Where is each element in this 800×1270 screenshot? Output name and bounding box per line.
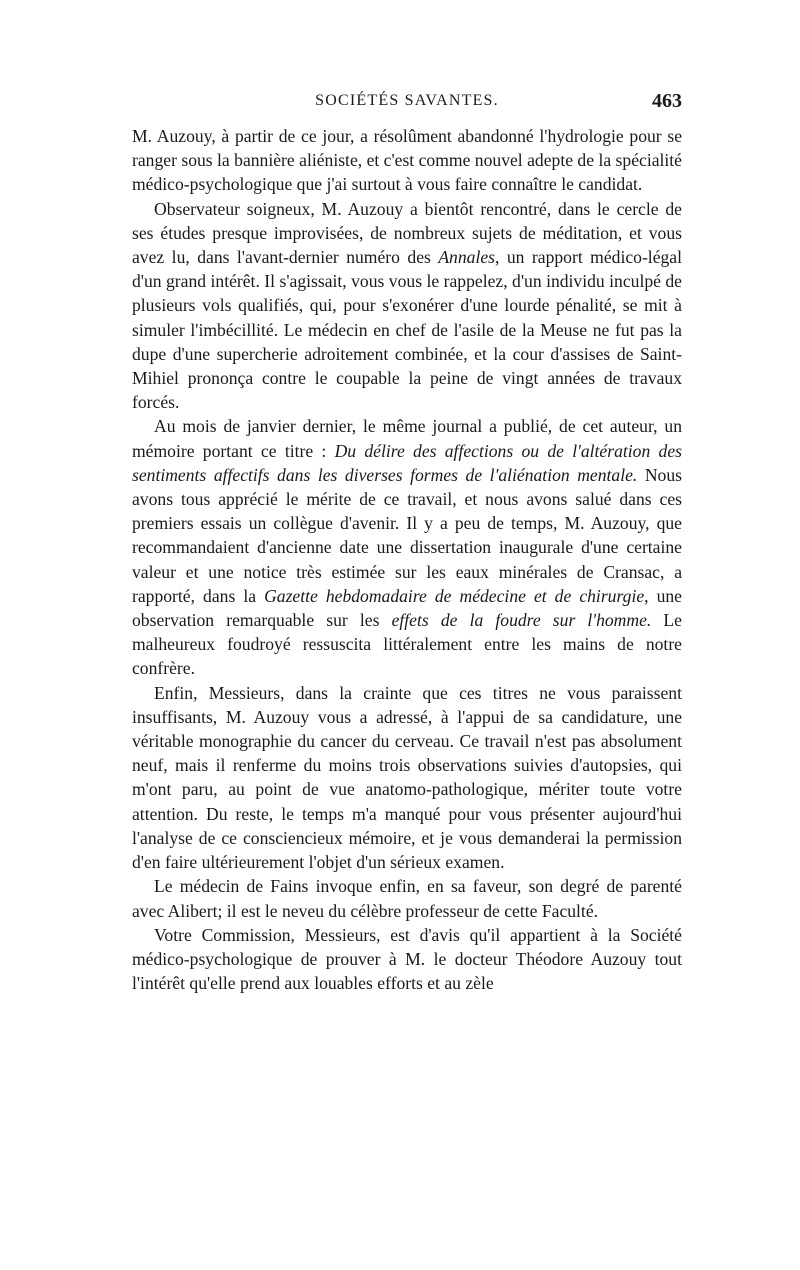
paragraph-4-text: Enfin, Messieurs, dans la crainte que ces titres ne vous paraissent insuffisants, M. Auzouy vous a adressé, à l'appui de sa candidature, une véritable monographie du cancer du cerveau. Ce travail n'est pas absolument neuf, mais il renferme du moins trois observations suivies d'autopsies, qui m'ont paru, au point de vue anatomo-pathologique, mériter toute votre attention. Du reste, le temps m'a manqué pour vous présenter aujourd'hui l'analyse de ce consciencieux mémoire, et je vous demanderai la permission d'en faire ultérieurement l'objet d'un sérieux examen. bbox=[132, 682, 682, 873]
page-header bbox=[132, 90, 682, 118]
paragraph-6-text: Votre Commission, Messieurs, est d'avis qu'il appartient à la Société médico-psychologique de prouver à M. le docteur Théodore Auzouy tout l'intérêt qu'elle prend aux louables efforts et au zèle bbox=[132, 924, 682, 994]
paragraph-2 bbox=[132, 197, 682, 415]
paragraph-2-continuation: , un rapport médico-légal d'un grand intérêt. Il s'agissait, vous vous le rappelez, d'un individu inculpé de plusieurs vols qualifiés, qui, pour s'exonérer d'une lourde pénalité, se mit à simuler l'imbécillité. Le médecin en chef de l'asile de la Meuse ne fut pas la dupe d'une supercherie adroitement combinée, et la cour d'assises de Saint-Mihiel prononça contre le coupable la peine de vingt années de travaux forcés. bbox=[132, 247, 682, 413]
annales-title: Annales bbox=[438, 247, 495, 268]
page-number: 463 bbox=[652, 90, 682, 112]
paragraph-4 bbox=[132, 681, 682, 875]
paragraph-6 bbox=[132, 923, 682, 996]
paragraph-2-text: Observateur soigneux, M. Auzouy a bientôt rencontré, dans le cercle de ses études presque improvisées, de nombreux sujets de méditation, et vous avez lu, dans l'avant-dernier numéro des bbox=[132, 198, 682, 268]
lightning-title: effets de la foudre sur l'homme. bbox=[391, 610, 652, 631]
paragraph-3-end: Le malheureux foudroyé ressuscita littéralement entre les mains de notre confrère. bbox=[132, 610, 682, 679]
running-title: SOCIÉTÉS SAVANTES. bbox=[315, 92, 499, 109]
paragraph-5 bbox=[132, 874, 682, 922]
paragraph-1-text: M. Auzouy, à partir de ce jour, a résolûment abandonné l'hydrologie pour se ranger sous la bannière aliéniste, et c'est comme nouvel adepte de la spécialité médico-psychologique que j'ai surtout à vous faire connaître le candidat. bbox=[132, 126, 682, 195]
paragraph-5-text: Le médecin de Fains invoque enfin, en sa faveur, son degré de parenté avec Alibert; il est le neveu du célèbre professeur de cette Faculté. bbox=[132, 876, 682, 921]
paragraph-3-middle-2: , une observation remarquable sur les bbox=[132, 585, 682, 631]
paragraph-3-middle: Nous avons tous apprécié le mérite de ce travail, et nous avons salué dans ces premiers essais un collègue d'avenir. Il y a peu de temps, M. Auzouy, que recommandaient d'ancienne date une dissertation inaugurale d'une certaine valeur et une notice très estimée sur les eaux minérales de Cransac, a rapporté, dans la bbox=[132, 464, 682, 606]
paragraph-1 bbox=[132, 124, 682, 197]
memoir-title: Du délire des affections ou de l'altération des sentiments affectifs dans les diverses formes de l'aliénation mentale. bbox=[132, 440, 682, 485]
body-text bbox=[132, 124, 682, 995]
paragraph-3 bbox=[132, 414, 682, 680]
paragraph-3-intro: Au mois de janvier dernier, le même journal a publié, de cet auteur, un mémoire portant ce titre : bbox=[132, 416, 682, 461]
gazette-title: Gazette hebdomadaire de médecine et de chirurgie bbox=[264, 585, 645, 606]
